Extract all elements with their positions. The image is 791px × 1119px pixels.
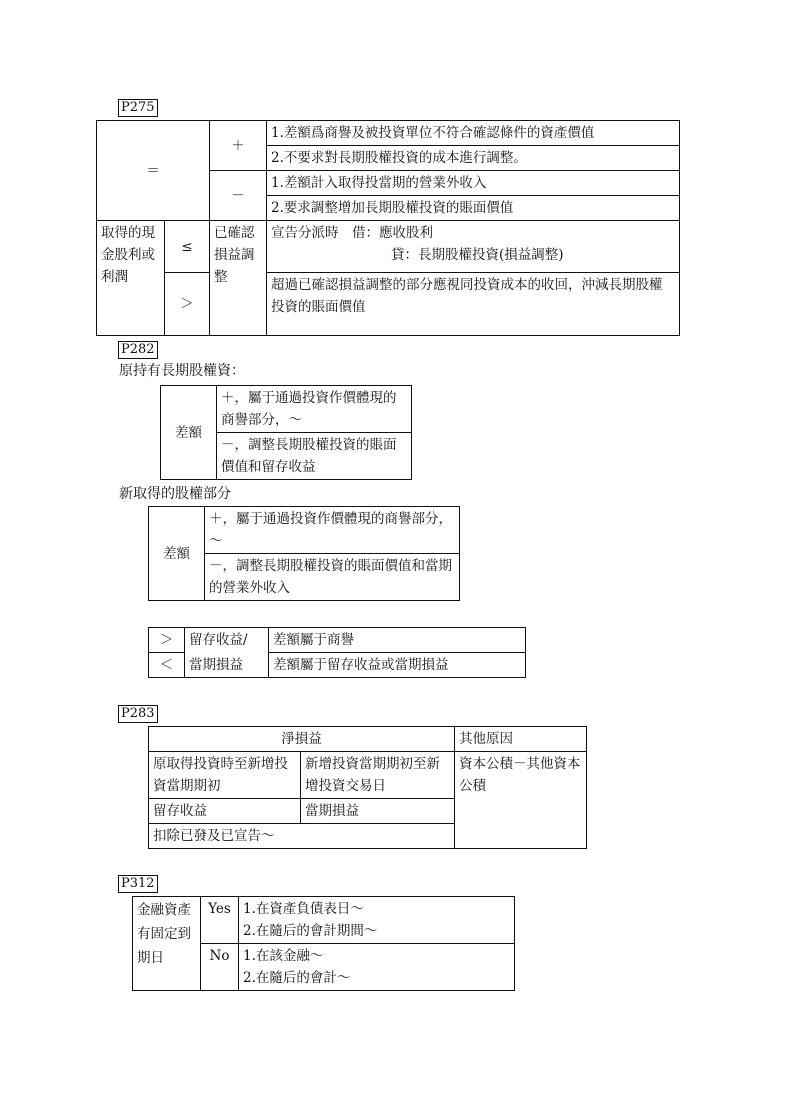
recognized-adjustment-label: 已確認損益調整 xyxy=(210,221,267,336)
other-reasons-header: 其他原因 xyxy=(455,727,587,752)
minus-sign: － xyxy=(210,171,267,221)
no-items xyxy=(239,944,515,991)
cash-dividend-label: 取得的現金股利或利潤 xyxy=(97,221,165,336)
section-tag-p275: P275 xyxy=(118,99,158,117)
gt-entry: 超過已確認損益調整的部分應視同投資成本的收回，沖減長期股權投資的賬面價值 xyxy=(267,273,680,336)
plus-item-1: 1.差額爲商譽及被投資單位不符合確認條件的資產價值 xyxy=(267,121,680,146)
no-item-2: 2.在隨后的會計～ xyxy=(243,970,351,986)
plus-item-2: 2.不要求對長期股權投資的成本進行調整。 xyxy=(267,146,680,171)
retained-earnings-label: 留存收益/ xyxy=(185,628,269,653)
period-new-to-trade: 新增投資當期期初至新增投資交易日 xyxy=(301,752,455,799)
le-entry-line1: 宣告分派時 借：應收股利 xyxy=(271,225,433,241)
retained-pl-row: 差額屬于留存收益或當期損益 xyxy=(269,653,526,678)
no-item-1: 1.在該金融～ xyxy=(243,948,324,964)
original-plus-row: ＋，屬于通過投資作價體現的商譽部分，～ xyxy=(217,386,412,433)
p312-table xyxy=(132,896,515,991)
new-minus-row: －，調整長期股權投資的賬面價值和當期的營業外收入 xyxy=(205,554,460,601)
le-sign: ≤ xyxy=(164,221,209,273)
net-pl-header: 淨損益 xyxy=(149,727,455,752)
goodwill-row: 差額屬于商譽 xyxy=(269,628,526,653)
difference-label-2: 差額 xyxy=(149,507,205,601)
capital-reserve-cell: 資本公積－其他資本公積 xyxy=(455,752,587,849)
p282-heading-original: 原持有長期股權資： xyxy=(119,363,245,379)
deduct-declared-cell: 扣除已發及已宣告～ xyxy=(149,824,455,849)
le-entry-line2: 貸：長期股權投資(損益調整) xyxy=(391,247,564,263)
section-tag-p282: P282 xyxy=(118,341,158,359)
retained-earnings-cell: 留存收益 xyxy=(149,799,301,824)
new-plus-row: ＋，屬于通過投資作價體現的商譽部分，～ xyxy=(205,507,460,554)
p282-new-table xyxy=(148,506,460,601)
current-pl-cell: 當期損益 xyxy=(301,799,455,824)
period-original-to-new: 原取得投資時至新增投資當期期初 xyxy=(149,752,301,799)
equal-sign: ＝ xyxy=(97,121,210,221)
lt-sign-282: ＜ xyxy=(149,653,185,678)
p283-table xyxy=(148,726,587,849)
yes-label: Yes xyxy=(201,897,239,944)
plus-sign: ＋ xyxy=(210,121,267,171)
gt-sign-282: ＞ xyxy=(149,628,185,653)
current-pl-label: 當期損益 xyxy=(185,653,269,678)
gt-sign: ＞ xyxy=(164,273,209,336)
original-minus-row: －，調整長期股權投資的賬面價值和留存收益 xyxy=(217,433,412,480)
le-entry xyxy=(267,221,680,273)
minus-item-1: 1.差額計入取得投當期的營業外收入 xyxy=(267,171,680,196)
p282-compare-table xyxy=(148,627,526,678)
no-label: No xyxy=(201,944,239,991)
difference-label-1: 差額 xyxy=(161,386,217,480)
p282-original-table xyxy=(160,385,412,480)
yes-item-1: 1.在資產負債表日～ xyxy=(243,901,364,917)
section-tag-p312: P312 xyxy=(118,875,158,893)
yes-items xyxy=(239,897,515,944)
fixed-maturity-label: 金融資產有固定到期日 xyxy=(133,897,201,991)
minus-item-2: 2.要求調整增加長期股權投資的賬面價值 xyxy=(267,196,680,221)
section-tag-p283: P283 xyxy=(118,705,158,723)
yes-item-2: 2.在隨后的會計期間～ xyxy=(243,923,378,939)
p282-heading-new: 新取得的股權部分 xyxy=(119,486,231,502)
p275-table xyxy=(96,120,680,336)
